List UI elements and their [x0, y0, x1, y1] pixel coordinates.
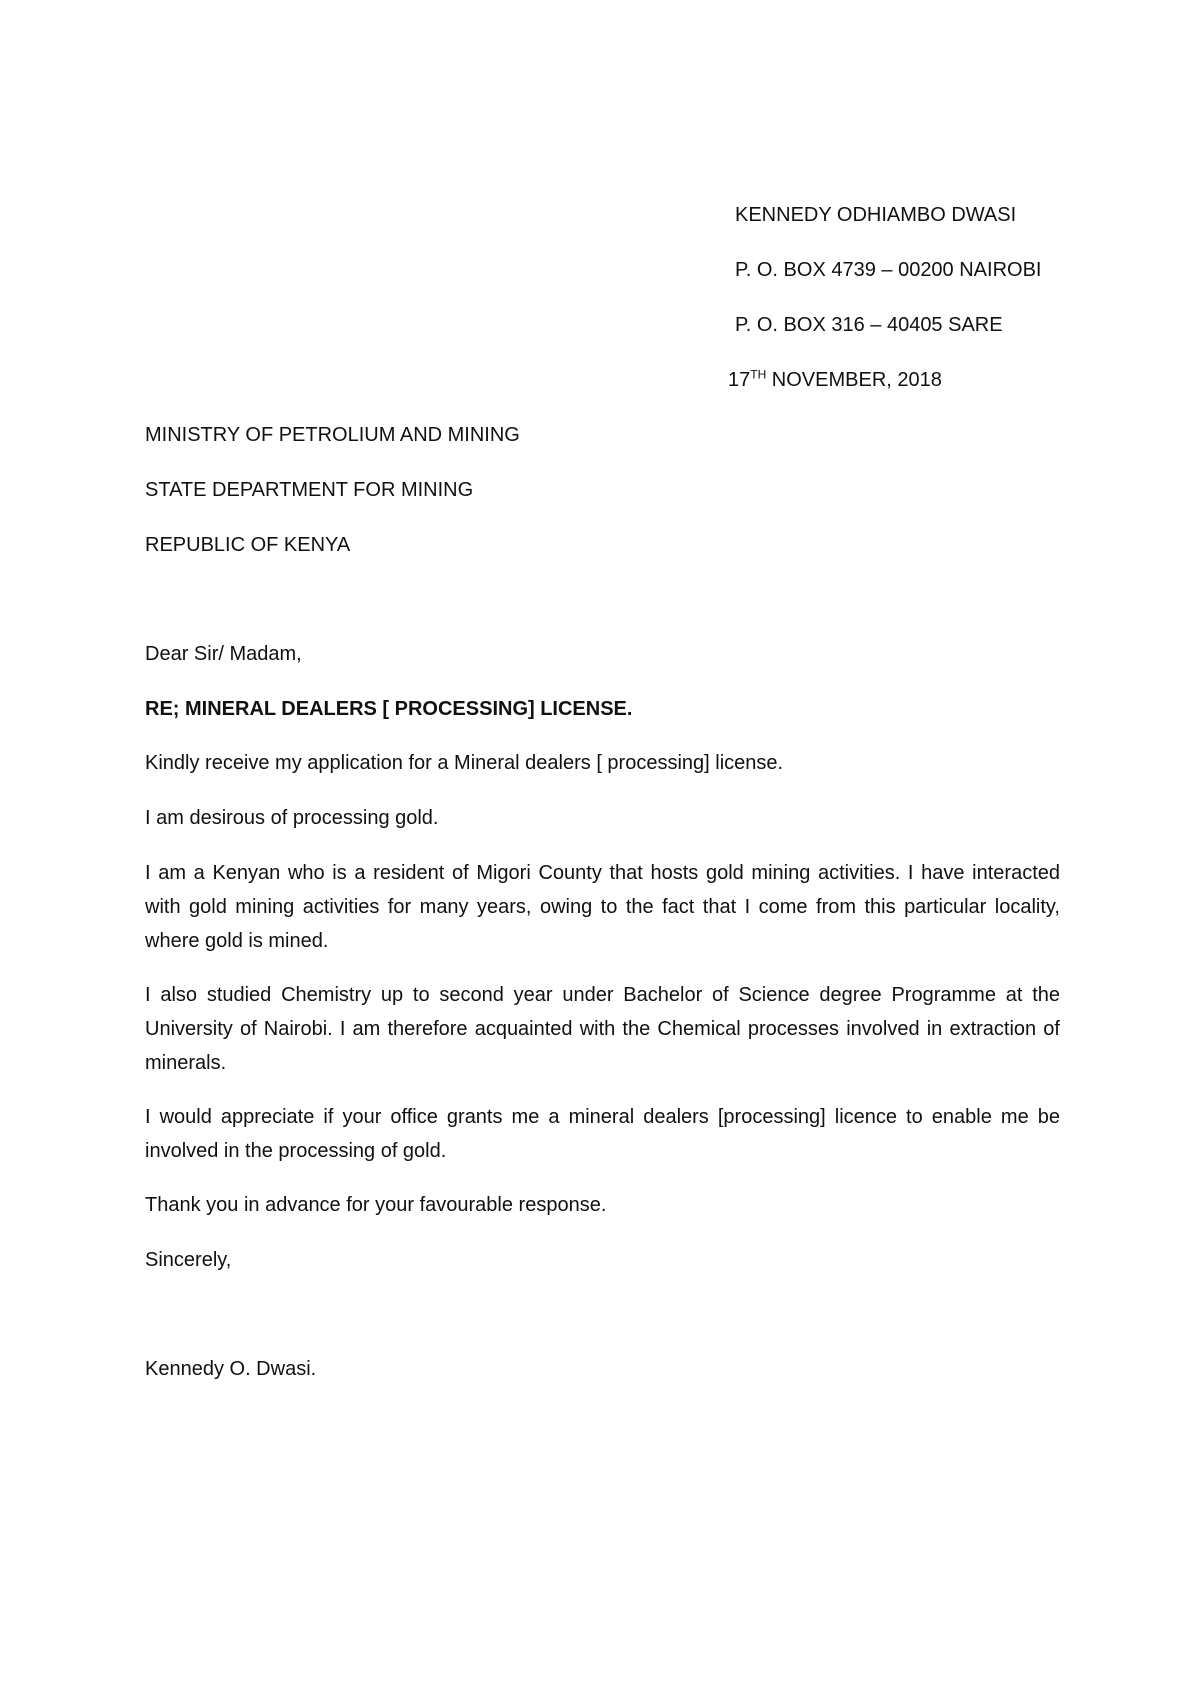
letter-date	[728, 363, 942, 397]
recipient-country: REPUBLIC OF KENYA	[145, 534, 351, 556]
recipient-ministry: MINISTRY OF PETROLIUM AND MINING	[145, 424, 520, 446]
body-paragraph-3: I am a Kenyan who is a resident of Migori County that hosts gold mining activities. I have interacted with gold mining activities for many years, owing to the fact that I come from this particular locality, where gold is mined.	[145, 862, 1060, 952]
sender-name: KENNEDY ODHIAMBO DWASI	[735, 204, 1017, 226]
date-day: 17	[728, 369, 751, 391]
sender-address-sare: P. O. BOX 316 – 40405 SARE	[735, 314, 1003, 336]
closing: Sincerely,	[145, 1249, 232, 1271]
salutation: Dear Sir/ Madam,	[145, 643, 302, 665]
subject-line: RE; MINERAL DEALERS [ PROCESSING] LICENSE.	[145, 698, 633, 720]
sender-address-nairobi: P. O. BOX 4739 – 00200 NAIROBI	[735, 259, 1042, 281]
body-paragraph-6: Thank you in advance for your favourable response.	[145, 1194, 607, 1216]
body-paragraph-2: I am desirous of processing gold.	[145, 807, 439, 829]
body-paragraph-1: Kindly receive my application for a Mineral dealers [ processing] license.	[145, 752, 784, 774]
signature-name: Kennedy O. Dwasi.	[145, 1358, 317, 1380]
body-paragraph-4: I also studied Chemistry up to second year under Bachelor of Science degree Programme at the University of Nairobi. I am therefore acquainted with the Chemical processes involved in extraction of minerals.	[145, 984, 1060, 1074]
body-paragraph-5: I would appreciate if your office grants me a mineral dealers [processing] licence to enable me be involved in the processing of gold.	[145, 1106, 1060, 1162]
date-suffix: TH	[750, 367, 767, 382]
date-month-year: NOVEMBER, 2018	[766, 369, 942, 391]
recipient-department: STATE DEPARTMENT FOR MINING	[145, 479, 474, 501]
